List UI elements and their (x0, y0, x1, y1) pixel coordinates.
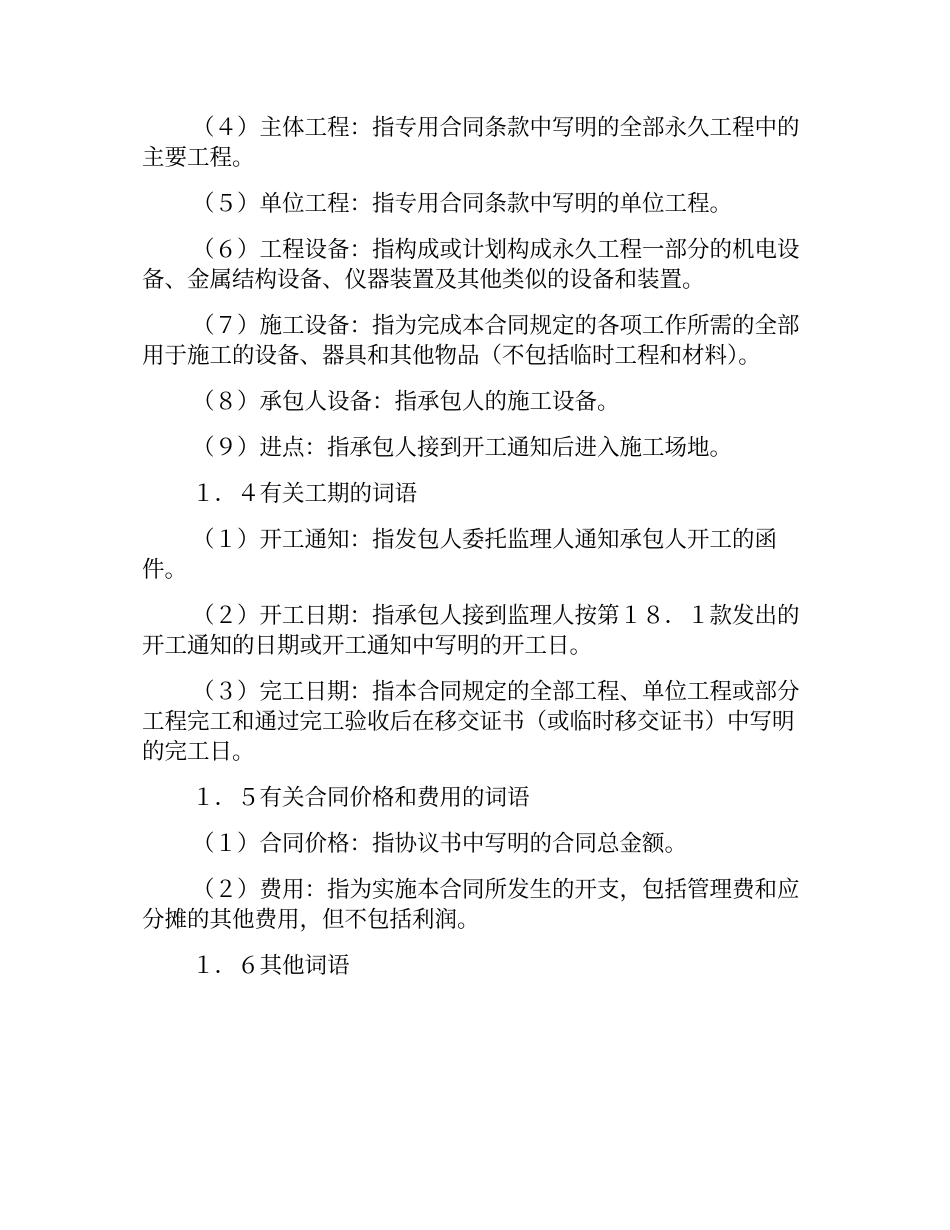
clause-construction-equipment: （７）施工设备：指为完成本合同规定的各项工作所需的全部用于施工的设备、器具和其他物品（不包括临时工程和材料）。 (142, 313, 800, 369)
clause-completion-date: （３）完工日期：指本合同规定的全部工程、单位工程或部分工程完工和通过完工验收后在移交证书（或临时移交证书）中写明的完工日。 (142, 679, 800, 765)
clause-commencement-notice: （１）开工通知：指发包人委托监理人通知承包人开工的函件。 (142, 527, 778, 583)
clause-contract-price: （１）合同价格：指协议书中写明的合同总金额。 (192, 831, 688, 857)
clause-engineering-equipment: （６）工程设备：指构成或计划构成永久工程一部分的机电设备、金属结构设备、仪器装置及其他类似的设备和装置。 (142, 237, 800, 293)
clause-commencement-date: （２）开工日期：指承包人接到监理人按第１８．１款发出的开工通知的日期或开工通知中写明的开工日。 (142, 603, 800, 659)
clause-cost: （２）费用：指为实施本合同所发生的开支，包括管理费和应分摊的其他费用，但不包括利润。 (142, 877, 800, 933)
section-heading-1-6: １．６其他词语 (192, 953, 350, 979)
clause-contractor-equipment: （８）承包人设备：指承包人的施工设备。 (192, 389, 620, 415)
section-heading-1-5: １．５有关合同价格和费用的词语 (192, 785, 530, 811)
document-body (142, 113, 810, 997)
clause-site-entry: （９）进点：指承包人接到开工通知后进入施工场地。 (192, 435, 733, 461)
clause-unit-works: （５）单位工程：指专用合同条款中写明的单位工程。 (192, 191, 733, 217)
section-heading-1-4: １．４有关工期的词语 (192, 481, 418, 507)
clause-main-works: （４）主体工程：指专用合同条款中写明的全部永久工程中的主要工程。 (142, 115, 800, 171)
